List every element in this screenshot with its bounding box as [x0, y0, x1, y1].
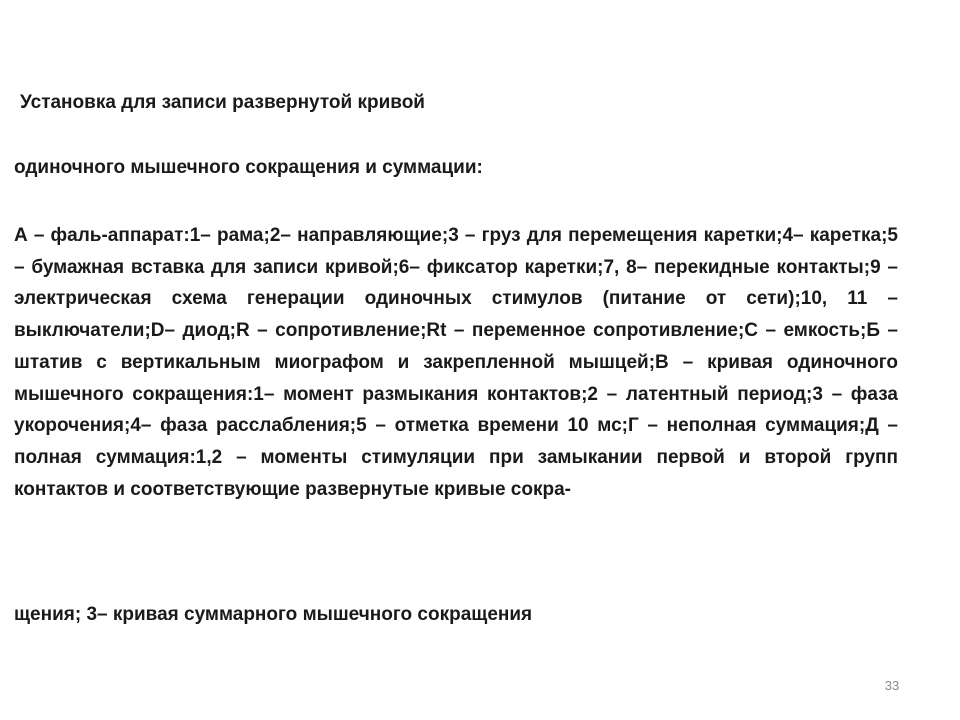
caption-body-paragraph: А – фаль-аппарат:1– рама;2– направляющие;3 – груз для перемещения каретки;4– каретка;5 – бумажная вставка для записи кривой;6– фиксатор каретки;7, 8– перекидные контакты;9 – электрическая схема генерации одиночных стимулов (питание от сети);10, 11 – выключатели;D– диод;R – сопротивление;Rt – переменное сопротивление;С – емкость;Б – штатив с вертикальным миографом и закрепленной мышцей;В – кривая одиночного мышечного сокращения:1– момент размыкания контактов;2 – латентный период;3 – фаза укорочения;4– фаза расслабления;5 – отметка времени 10 мс;Г – неполная суммация;Д – полная суммация:1,2 – моменты стимуляции при замыкании первой и второй групп контактов и соответствующие развернутые кривые сокра-: [14, 225, 898, 500]
caption-title-line-2: одиночного мышечного сокращения и суммации:: [14, 157, 483, 178]
page-number: 33: [884, 678, 900, 693]
caption-last-line: щения; 3– кривая суммарного мышечного сокращения: [14, 604, 533, 625]
caption-title-line-1: Установка для записи развернутой кривой: [20, 92, 425, 113]
